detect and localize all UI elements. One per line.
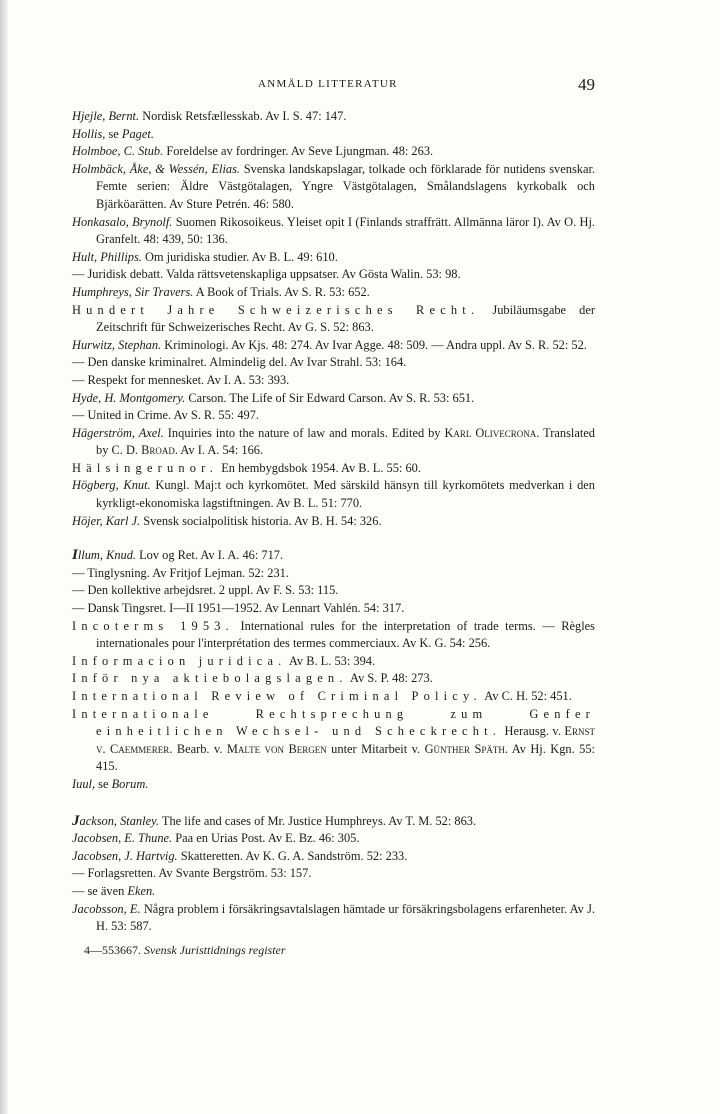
section-gap	[72, 794, 595, 813]
index-entry: — Respekt for mennesket. Av I. A. 53: 393.	[72, 372, 290, 387]
index-entry: Jackson, Stanley. The life and cases of Mr. Justice Humphreys. Av T. M. 52: 863.	[72, 812, 477, 829]
section-initial: J	[72, 812, 80, 829]
index-entry: Holmbäck, Åke, & Wessén, Elias. Svenska landskapslagar, tolkade och förklarade för nutidens svenskar. Femte serien: Äldre Västgötalagen, Yngre Västgötalagen, Smålandslagens kyrkobalk och Bjärköarätten. Av Sture Petrén. 46: 580.	[72, 161, 596, 211]
index-entry: Hägerström, Axel. Inquiries into the nature of law and morals. Edited by Karl Olivecrona. Translated by C. D. Broad. Av I. A. 54: 166.	[72, 425, 595, 458]
index-entry: Honkasalo, Brynolf. Suomen Rikosoikeus. Yleiset opit I (Finlands straffrätt. Allmänna läror I). Av O. Hj. Granfelt. 48: 439, 50: 136.	[72, 214, 595, 247]
index-entry: Hälsingerunor. En hembygdsbok 1954. Av B. L. 55: 60.	[72, 460, 421, 475]
index-entry: Jacobsen, J. Hartvig. Skatteretten. Av K. G. A. Sandström. 52: 233.	[72, 848, 408, 863]
signature-number: 4—553667.	[84, 942, 141, 957]
index-entry: Inför nya aktiebolagslagen. Av S. P. 48: 273.	[72, 671, 433, 686]
index-column	[72, 108, 595, 959]
index-entry: Jacobsen, E. Thune. Paa en Urias Post. Av E. Bz. 46: 305.	[72, 831, 360, 846]
index-entry: Hollis, se Paget.	[72, 126, 154, 141]
index-entry: — Dansk Tingsret. I—II 1951—1952. Av Lennart Vahlén. 54: 317.	[72, 601, 405, 616]
running-header	[0, 75, 720, 97]
binding-gutter	[0, 0, 8, 1114]
signature-title: Svensk Juristtidnings register	[144, 942, 286, 957]
index-entry: Internationale Rechtsprechung zum Genfer einheitlichen Wechsel- und Scheckrecht. Herausg. v. Ernst v. Caemmerer. Bearb. v. Malte von Bergen unter Mitarbeit v. Günther Späth. Av Hj. Kgn. 55: 415.	[72, 706, 595, 774]
index-entry: Jacobsson, E. Några problem i försäkringsavtalslagen hämtade ur försäkringsbolagens erfarenheter. Av J. H. 53: 587.	[72, 901, 596, 934]
index-entry: Informacion juridica. Av B. L. 53: 394.	[72, 653, 376, 668]
index-entry: Hundert Jahre Schweizerisches Recht. Jubiläumsgabe der Zeitschrift für Schweizerisches Recht. Av G. S. 52: 863.	[72, 302, 595, 335]
running-title: ANMÄLD LITTERATUR	[258, 78, 398, 90]
index-entry: — Forlagsretten. Av Svante Bergström. 53: 157.	[72, 866, 312, 881]
index-entry: Humphreys, Sir Travers. A Book of Trials. Av S. R. 53: 652.	[72, 284, 370, 299]
section-gap	[72, 530, 595, 547]
index-entry: Illum, Knud. Lov og Ret. Av I. A. 46: 717.	[72, 547, 284, 564]
index-entry: — Juridisk debatt. Valda rättsvetenskapliga uppsatser. Av Gösta Walin. 53: 98.	[72, 267, 461, 282]
index-entry: Högberg, Knut. Kungl. Maj:t och kyrkomötet. Med särskild hänsyn till kyrkomötets medverkan i den kyrkligt-ekonomiska lagstiftningen. Av B. L. 51: 770.	[72, 478, 595, 511]
index-entry: Incoterms 1953. International rules for the interpretation of trade terms. — Règles internationales pour l'interprétation des termes commerciaux. Av K. G. 54: 256.	[72, 618, 595, 651]
index-entry: Hyde, H. Montgomery. Carson. The Life of Sir Edward Carson. Av S. R. 53: 651.	[72, 390, 475, 405]
index-entry: — se även Eken.	[72, 883, 156, 898]
index-entry: — Den kollektive arbejdsret. 2 uppl. Av F. S. 53: 115.	[72, 583, 339, 598]
index-entry: Hjejle, Bernt. Nordisk Retsfællesskab. Av I. S. 47: 147.	[72, 109, 347, 123]
index-entry: — Den danske kriminalret. Almindelig del. Av Ivar Strahl. 53: 164.	[72, 355, 407, 370]
index-entry: — Tinglysning. Av Fritjof Lejman. 52: 231.	[72, 565, 289, 580]
index-entry: Höjer, Karl J. Svensk socialpolitisk historia. Av B. H. 54: 326.	[72, 513, 382, 528]
section-initial: I	[72, 547, 78, 564]
index-entry: International Review of Criminal Policy. Av C. H. 52: 451.	[72, 689, 572, 703]
index-entry: Hult, Phillips. Om juridiska studier. Av B. L. 49: 610.	[72, 249, 338, 264]
signature-footer	[72, 942, 595, 960]
index-entry: Iuul, se Borum.	[72, 776, 149, 791]
page-number: 49	[578, 75, 595, 94]
index-entry: Hurwitz, Stephan. Kriminologi. Av Kjs. 48: 274. Av Ivar Agge. 48: 509. — Andra uppl. Av S. R. 52: 52.	[72, 337, 587, 352]
index-entry: Holmboe, C. Stub. Foreldelse av fordringer. Av Seve Ljungman. 48: 263.	[72, 144, 434, 159]
index-entry: — United in Crime. Av S. R. 55: 497.	[72, 408, 260, 423]
